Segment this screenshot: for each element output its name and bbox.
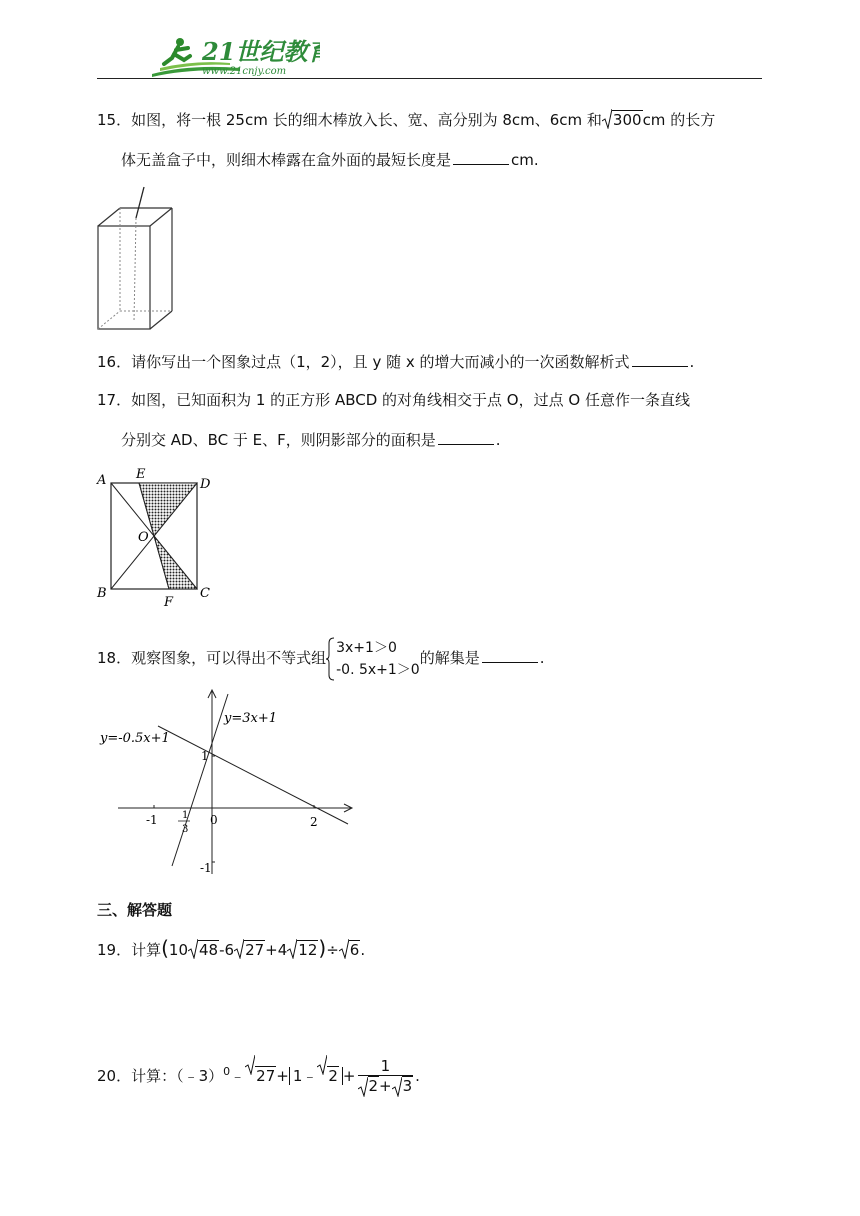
sqrt-expression	[287, 938, 318, 962]
question-number: 18．	[97, 649, 132, 667]
answer-blank	[482, 648, 538, 663]
tick-frac-den: 3	[182, 824, 189, 835]
question-20	[97, 1050, 767, 1098]
question-text: 请你写出一个图象过点（1，2），且 y 随 x 的增大而减小的一次函数解析式	[131, 353, 630, 371]
coefficient: +4	[265, 941, 288, 959]
answer-blank	[438, 430, 494, 445]
section-title: 三、解答题	[97, 901, 173, 919]
question-number: 17．	[97, 391, 132, 409]
question-text: .	[539, 649, 545, 667]
radicand: 3	[402, 1077, 413, 1095]
label-D: D	[200, 477, 211, 492]
radicand: 27	[256, 1067, 276, 1085]
sqrt-expression	[234, 938, 265, 962]
label-line-2: y=3x+1	[224, 711, 278, 726]
inequality-1: 3x+1＞0	[336, 639, 397, 656]
abs-content: 1﹣	[292, 1067, 318, 1085]
sqrt-expression	[245, 1054, 276, 1098]
question-text: cm.	[511, 151, 539, 169]
function-graph	[96, 688, 358, 880]
question-text: 如图，将一根 25cm 长的细木棒放入长、宽、高分别为 8cm、6cm 和	[131, 111, 602, 129]
question-number: 15．	[97, 111, 132, 129]
numerator: 1	[358, 1057, 414, 1076]
operator: +	[342, 1067, 356, 1085]
tick-2: 2	[310, 815, 318, 829]
sqrt-expression	[392, 1076, 414, 1096]
sqrt-expression	[602, 108, 643, 132]
question-number: 19．	[97, 941, 132, 959]
label-E: E	[136, 467, 146, 482]
question-19: 19．计算(10 48-6 27+4 12)÷ 6.	[97, 936, 366, 960]
radicand: 27	[245, 941, 265, 959]
label-A: A	[97, 473, 107, 488]
answer-blank	[632, 352, 688, 367]
tick-neg1: -1	[146, 813, 158, 827]
coefficient: -6	[219, 941, 235, 959]
label-C: C	[200, 586, 210, 601]
inequality-2: -0. 5x+1＞0	[336, 661, 420, 678]
question-text: 分别交 AD、BC 于 E、F，则阴影部分的面积是	[121, 431, 436, 449]
question-number: 16．	[97, 353, 132, 371]
operator: ﹣	[230, 1067, 246, 1085]
radicand: 300	[612, 111, 642, 129]
radicand: 48	[199, 941, 219, 959]
label-B: B	[97, 586, 107, 601]
exponent: 0	[223, 1065, 231, 1078]
fraction	[358, 1057, 414, 1096]
operator: +	[276, 1067, 289, 1085]
operator: +	[379, 1077, 392, 1095]
question-text: .	[689, 353, 695, 371]
question-text: 如图，已知面积为 1 的正方形 ABCD 的对角线相交于点 O，过点 O 任意作一条直线	[131, 391, 690, 409]
label-line-1: y=-0.5x+1	[100, 731, 170, 746]
sqrt-expression	[358, 1076, 380, 1096]
sqrt-expression	[317, 1054, 339, 1098]
logo	[150, 34, 320, 80]
label-O: O	[138, 530, 149, 545]
question-15-line2	[121, 148, 791, 172]
label-F: F	[164, 595, 174, 610]
tick-y1: 1	[201, 749, 209, 763]
absolute-value	[289, 1067, 343, 1085]
tick-yneg1: -1	[200, 861, 212, 875]
tick-0: 0	[210, 813, 218, 827]
question-text: 观察图象，可以得出不等式组	[131, 649, 327, 667]
radicand: 2	[368, 1077, 379, 1095]
question-text: 计算	[131, 941, 162, 959]
question-number: 20．	[97, 1067, 132, 1085]
question-16	[97, 350, 767, 374]
question-17-line1	[97, 388, 767, 412]
question-text: 计算：（﹣3）	[131, 1067, 224, 1085]
question-text: 的解集是	[419, 649, 480, 667]
sqrt-expression	[339, 938, 361, 962]
operator: ÷	[326, 941, 339, 959]
denominator	[358, 1076, 414, 1096]
question-15-line1	[97, 108, 767, 132]
question-text: cm 的长方	[642, 111, 716, 129]
tick-frac-num: 1	[182, 810, 189, 821]
logo-url: www.21cnjy.com	[202, 66, 287, 77]
sqrt-expression	[188, 938, 219, 962]
question-text: .	[495, 431, 501, 449]
answer-blank	[453, 150, 509, 165]
radicand: 2	[328, 1067, 338, 1085]
radicand: 12	[298, 941, 318, 959]
question-text: .	[415, 1067, 420, 1085]
logo-text: 21世纪教育	[202, 37, 320, 66]
square-figure	[94, 466, 220, 610]
question-text: 体无盖盒子中，则细木棒露在盒外面的最短长度是	[121, 151, 452, 169]
coefficient: 10	[168, 941, 189, 959]
question-17-line2	[121, 428, 791, 452]
question-18	[97, 636, 767, 681]
radicand: 6	[349, 941, 360, 959]
box-figure	[96, 185, 178, 333]
question-text: .	[360, 941, 366, 959]
inequality-system	[326, 637, 420, 681]
header-divider	[97, 78, 762, 79]
